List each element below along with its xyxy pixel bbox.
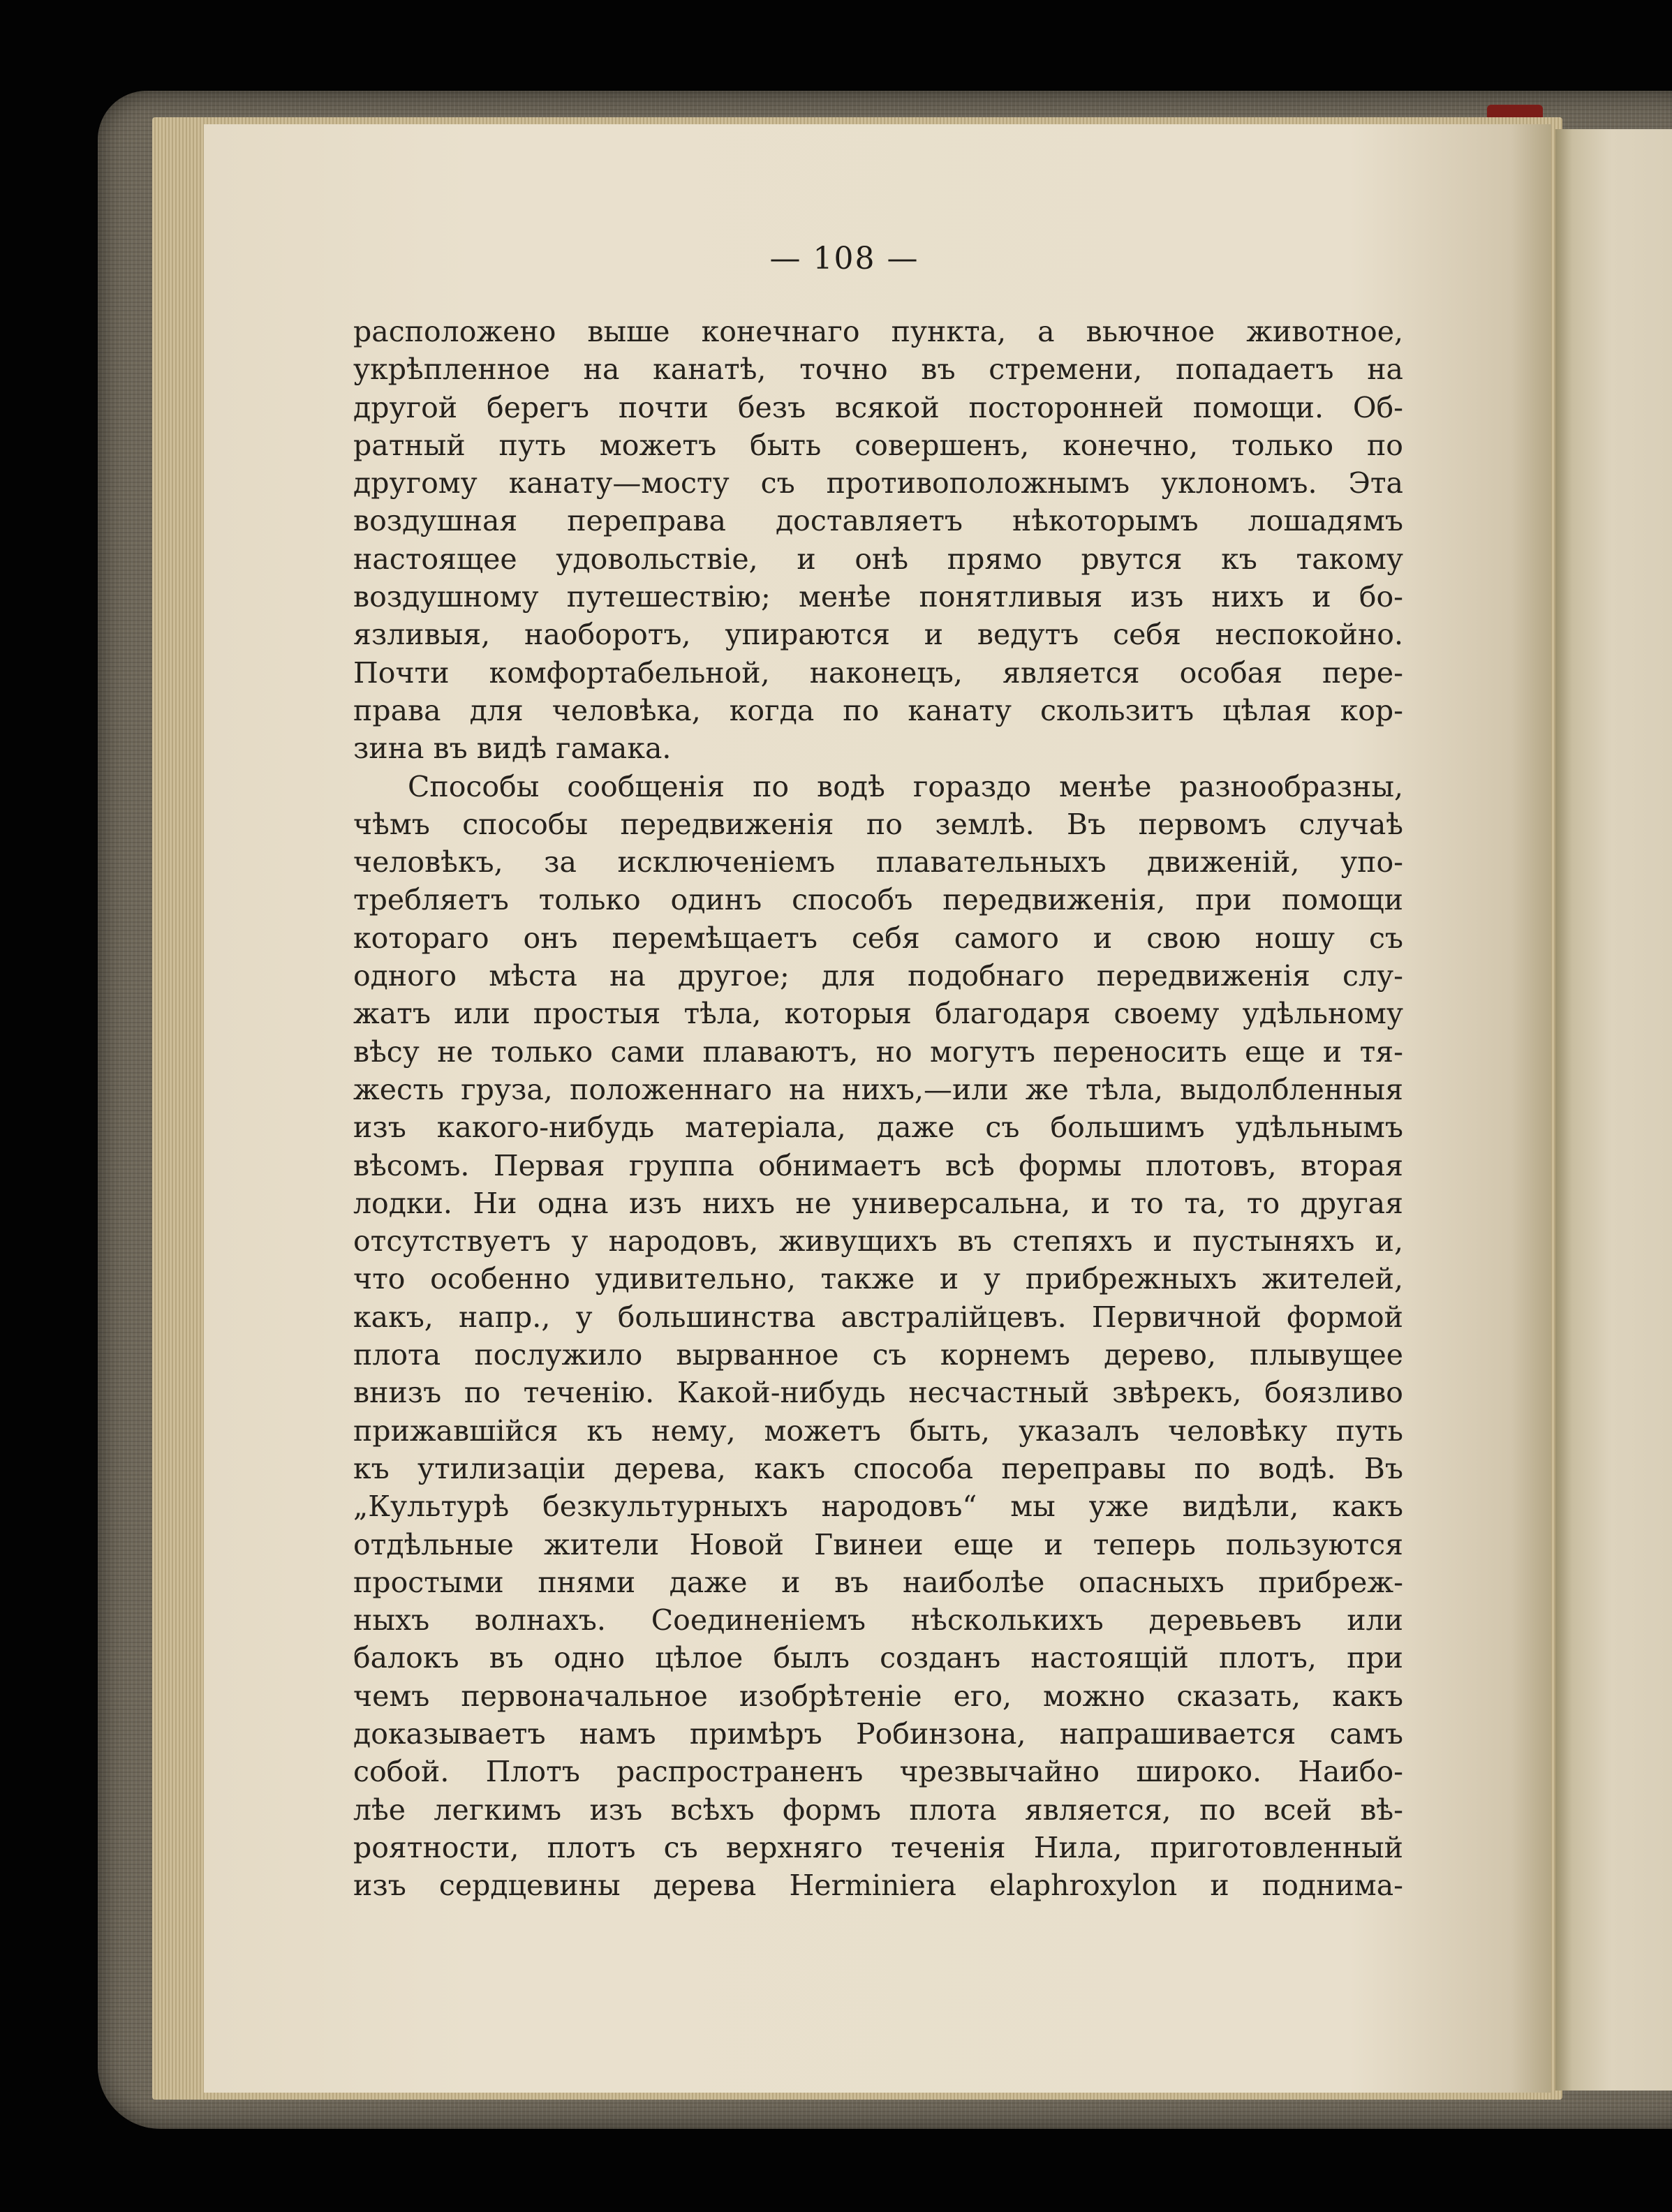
- text-line: къ утилизаціи дерева, какъ способа переправы по водѣ. Въ: [353, 1451, 1403, 1485]
- text-line: внизъ по теченію. Какой-нибудь несчастный звѣрекъ, боязливо: [353, 1376, 1403, 1410]
- text-line: что особенно удивительно, также и у прибрежныхъ жителей,: [353, 1262, 1403, 1296]
- text-line: укрѣпленное на канатѣ, точно въ стремени, попадаетъ на: [353, 352, 1403, 387]
- text-line: собой. Плотъ распространенъ чрезвычайно широко. Наибо-: [353, 1755, 1403, 1789]
- body-text: [353, 313, 1403, 1904]
- text-line: жесть груза, положеннаго на нихъ,—или же тѣла, выдолбленныя: [353, 1072, 1403, 1106]
- text-line: простыми пнями даже и въ наиболѣе опасныхъ прибреж-: [353, 1565, 1403, 1599]
- text-line: права для человѣка, когда по канату скользитъ цѣлая кор-: [353, 693, 1403, 727]
- paragraph: [353, 768, 1403, 1905]
- text-line: ныхъ волнахъ. Соединеніемъ нѣсколькихъ деревьевъ или: [353, 1603, 1403, 1638]
- text-line: вѣсомъ. Первая группа обнимаетъ всѣ формы плотовъ, вторая: [353, 1148, 1403, 1182]
- text-line: отсутствуетъ у народовъ, живущихъ въ степяхъ и пустыняхъ и,: [353, 1224, 1403, 1259]
- text-line: лѣе легкимъ изъ всѣхъ формъ плота является, по всей вѣ-: [353, 1792, 1403, 1827]
- text-line: расположено выше конечнаго пункта, а вьючное животное,: [353, 315, 1403, 348]
- page-number: — 108 —: [769, 241, 919, 276]
- text-line: отдѣльные жители Новой Гвинеи еще и теперь пользуются: [353, 1527, 1403, 1561]
- text-line: плота послужило вырванное съ корнемъ дерево, плывущее: [353, 1338, 1403, 1372]
- text-line: прижавшійся къ нему, можетъ быть, указалъ человѣку путь: [353, 1413, 1403, 1448]
- paragraph: [353, 313, 1403, 768]
- text-line: требляетъ только одинъ способъ передвиженія, при помощи: [353, 883, 1403, 917]
- text-line: вѣсу не только сами плаваютъ, но могутъ переносить еще и тя-: [353, 1034, 1403, 1069]
- text-line: доказываетъ намъ примѣръ Робинзона, напрашивается самъ: [353, 1716, 1403, 1751]
- text-line: какъ, напр., у большинства австралійцевъ. Первичной формой: [353, 1300, 1403, 1334]
- text-line: изъ какого-нибудь матеріала, даже съ большимъ удѣльнымъ: [353, 1111, 1403, 1145]
- text-line: чемъ первоначальное изобрѣтеніе его, можно сказать, какъ: [353, 1679, 1403, 1713]
- text-line: воздушному путешествію; менѣе понятливыя изъ нихъ и бо-: [353, 580, 1403, 614]
- text-line: воздушная переправа доставляетъ нѣкоторымъ лошадямъ: [353, 504, 1403, 538]
- text-line: другому канату—мосту съ противоположнымъ уклономъ. Эта: [353, 466, 1403, 500]
- facing-page: [1555, 129, 1672, 2091]
- text-line: ратный путь можетъ быть совершенъ, конечно, только по: [353, 428, 1403, 462]
- text-line: лодки. Ни одна изъ нихъ не универсальна, и то та, то другая: [353, 1186, 1403, 1220]
- text-line: жатъ или простыя тѣла, которыя благодаря своему удѣльному: [353, 997, 1403, 1031]
- text-line: зина въ видѣ гамака.: [353, 732, 672, 766]
- text-line: „Культурѣ безкультурныхъ народовъ“ мы уже видѣли, какъ: [353, 1490, 1403, 1524]
- text-line: настоящее удовольствіе, и онѣ прямо рвутся къ такому: [353, 542, 1403, 576]
- text-line: чѣмъ способы передвиженія по землѣ. Въ первомъ случаѣ: [353, 807, 1403, 841]
- text-line: роятности, плотъ съ верхняго теченія Нила, приготовленный: [353, 1830, 1403, 1864]
- text-line: одного мѣста на другое; для подобнаго передвиженія слу-: [353, 959, 1403, 993]
- text-line: котораго онъ перемѣщаетъ себя самого и свою ношу съ: [353, 921, 1403, 955]
- text-line: язливыя, наоборотъ, упираются и ведутъ себя неспокойно.: [353, 618, 1403, 652]
- text-line: человѣкъ, за исключеніемъ плавательныхъ движеній, упо-: [353, 845, 1403, 879]
- text-line: балокъ въ одно цѣлое былъ созданъ настоящій плотъ, при: [353, 1641, 1403, 1675]
- text-line: изъ сердцевины дерева Herminiera elaphroxylon и поднима-: [353, 1869, 1403, 1903]
- text-line: Почти комфортабельной, наконецъ, является особая пере-: [353, 655, 1403, 690]
- text-line: Способы сообщенія по водѣ гораздо менѣе разнообразны,: [408, 769, 1403, 803]
- text-line: другой берегъ почти безъ всякой посторонней помощи. Об-: [353, 390, 1403, 424]
